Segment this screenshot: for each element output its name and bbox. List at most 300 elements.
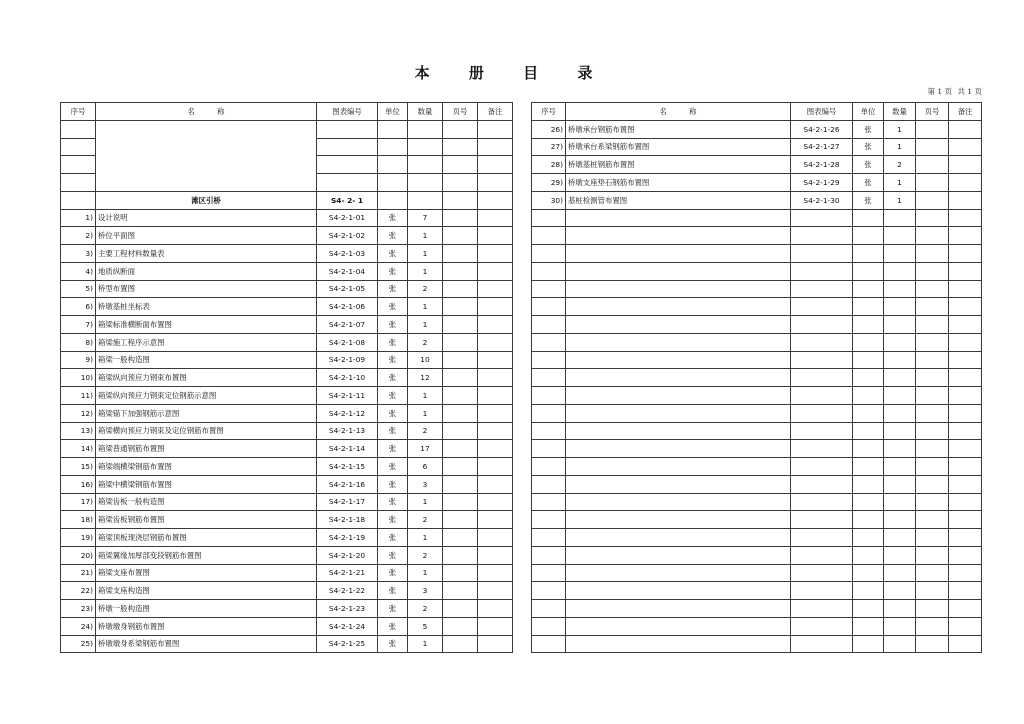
table-row bbox=[61, 564, 513, 582]
cell-name bbox=[566, 511, 791, 529]
empty-row bbox=[532, 529, 982, 547]
cell-unit bbox=[853, 493, 884, 511]
cell-name bbox=[566, 333, 791, 351]
cell-qty bbox=[884, 582, 916, 600]
cell-code bbox=[791, 529, 853, 547]
cell-page bbox=[916, 475, 949, 493]
table-row bbox=[61, 298, 513, 316]
cell-code: S4-2-1-23 bbox=[317, 600, 378, 618]
table-row bbox=[61, 493, 513, 511]
section-name: 滩区引桥 bbox=[96, 191, 317, 209]
cell-code: S4-2-1-11 bbox=[317, 387, 378, 405]
cell-unit bbox=[853, 316, 884, 334]
cell-name: 箱梁横向预应力钢束及定位钢筋布置图 bbox=[96, 422, 317, 440]
cell-qty: 3 bbox=[408, 582, 443, 600]
cell-qty bbox=[884, 369, 916, 387]
cell-note bbox=[478, 209, 513, 227]
cell-name bbox=[566, 635, 791, 653]
cell-seq: 24) bbox=[61, 617, 96, 635]
cell-seq: 30) bbox=[532, 191, 566, 209]
cell-code bbox=[791, 635, 853, 653]
empty-row bbox=[532, 369, 982, 387]
cell-name bbox=[566, 422, 791, 440]
cell-name bbox=[566, 529, 791, 547]
cell-unit bbox=[853, 209, 884, 227]
cell-page bbox=[916, 227, 949, 245]
cell-page bbox=[443, 245, 478, 263]
cell-name bbox=[566, 245, 791, 263]
cell-note bbox=[478, 369, 513, 387]
cell-unit: 张 bbox=[378, 369, 408, 387]
empty-row bbox=[532, 280, 982, 298]
cell-code: S4-2-1-07 bbox=[317, 316, 378, 334]
cell-unit: 张 bbox=[378, 387, 408, 405]
table-row bbox=[61, 475, 513, 493]
empty-row bbox=[532, 458, 982, 476]
table-row bbox=[61, 387, 513, 405]
cell-name: 箱梁普通钢筋布置图 bbox=[96, 440, 317, 458]
cell-note bbox=[949, 262, 982, 280]
cell-code: S4-2-1-12 bbox=[317, 404, 378, 422]
cell-note bbox=[478, 333, 513, 351]
cell-page bbox=[916, 493, 949, 511]
cell-note bbox=[949, 245, 982, 263]
cell-code: S4-2-1-21 bbox=[317, 564, 378, 582]
cell-page bbox=[443, 227, 478, 245]
cell-unit: 张 bbox=[378, 511, 408, 529]
table-row bbox=[61, 316, 513, 334]
empty-row bbox=[532, 440, 982, 458]
cell-name: 箱梁标准横断面布置图 bbox=[96, 316, 317, 334]
cell-unit bbox=[853, 404, 884, 422]
cell-name bbox=[566, 262, 791, 280]
cell-seq bbox=[532, 351, 566, 369]
cell-page bbox=[916, 209, 949, 227]
cell-name: 桥墩承台系梁钢筋布置图 bbox=[566, 138, 791, 156]
table-row bbox=[61, 529, 513, 547]
cell-page bbox=[443, 564, 478, 582]
cell-code bbox=[791, 227, 853, 245]
header-seq: 序号 bbox=[61, 103, 96, 121]
cell-note bbox=[949, 440, 982, 458]
cell-qty: 2 bbox=[408, 422, 443, 440]
table-header-row bbox=[532, 103, 982, 121]
cell-seq bbox=[532, 582, 566, 600]
cell-note bbox=[949, 511, 982, 529]
table-row bbox=[532, 174, 982, 192]
cell-qty bbox=[884, 440, 916, 458]
cell-page bbox=[916, 156, 949, 174]
cell-page bbox=[443, 635, 478, 653]
cell-seq bbox=[532, 529, 566, 547]
cell-page bbox=[443, 422, 478, 440]
cell-code bbox=[791, 280, 853, 298]
cell-name: 地质纵断面 bbox=[96, 262, 317, 280]
cell-qty: 1 bbox=[884, 138, 916, 156]
cell-name bbox=[566, 280, 791, 298]
cell-code: S4-2-1-19 bbox=[317, 529, 378, 547]
cell-seq bbox=[532, 262, 566, 280]
cell-page bbox=[443, 617, 478, 635]
cell-qty bbox=[884, 333, 916, 351]
cell-unit: 张 bbox=[378, 404, 408, 422]
cell-code: S4-2-1-03 bbox=[317, 245, 378, 263]
cell-seq bbox=[532, 387, 566, 405]
cell-seq: 28) bbox=[532, 156, 566, 174]
cell-code bbox=[791, 600, 853, 618]
empty-row bbox=[532, 298, 982, 316]
cell-qty: 2 bbox=[408, 511, 443, 529]
cell-qty: 1 bbox=[408, 635, 443, 653]
cell-page bbox=[916, 298, 949, 316]
cell-code: S4-2-1-18 bbox=[317, 511, 378, 529]
cell-unit: 张 bbox=[378, 245, 408, 263]
cell-unit bbox=[853, 546, 884, 564]
cell-code: S4-2-1-25 bbox=[317, 635, 378, 653]
cell-name: 桥墩基桩坐标表 bbox=[96, 298, 317, 316]
empty-row bbox=[532, 511, 982, 529]
cell-name: 桥墩承台钢筋布置图 bbox=[566, 120, 791, 138]
cell-unit: 张 bbox=[378, 458, 408, 476]
cell-page bbox=[443, 529, 478, 547]
cell-seq bbox=[532, 316, 566, 334]
cell-qty bbox=[884, 493, 916, 511]
cell-qty: 1 bbox=[884, 191, 916, 209]
cell-code bbox=[791, 440, 853, 458]
cell-unit bbox=[853, 298, 884, 316]
cell-qty: 1 bbox=[408, 227, 443, 245]
cell-page bbox=[916, 245, 949, 263]
empty-row bbox=[532, 422, 982, 440]
cell-page bbox=[916, 262, 949, 280]
cell-name bbox=[566, 298, 791, 316]
cell-note bbox=[949, 174, 982, 192]
cell-page bbox=[916, 404, 949, 422]
cell-page bbox=[916, 280, 949, 298]
cell-name: 箱梁顶板现浇层钢筋布置图 bbox=[96, 529, 317, 547]
cell-name: 箱梁齿板一般构造图 bbox=[96, 493, 317, 511]
cell-name bbox=[566, 493, 791, 511]
cell-name: 桥墩基桩钢筋布置图 bbox=[566, 156, 791, 174]
cell-unit bbox=[853, 564, 884, 582]
cell-note bbox=[949, 582, 982, 600]
section-code: S4- 2- 1 bbox=[317, 191, 378, 209]
cell-seq: 15) bbox=[61, 458, 96, 476]
cell-unit bbox=[853, 280, 884, 298]
cell-name bbox=[566, 316, 791, 334]
header-code: 图表编号 bbox=[791, 103, 853, 121]
cell-note bbox=[478, 511, 513, 529]
cell-code bbox=[791, 475, 853, 493]
cell-unit: 张 bbox=[378, 529, 408, 547]
cell-seq bbox=[532, 280, 566, 298]
cell-page bbox=[916, 316, 949, 334]
cell-qty: 6 bbox=[408, 458, 443, 476]
cell-page bbox=[443, 493, 478, 511]
table-row bbox=[61, 351, 513, 369]
cell-page bbox=[916, 138, 949, 156]
blank-row bbox=[61, 138, 513, 156]
cell-unit bbox=[853, 387, 884, 405]
cell-page bbox=[443, 600, 478, 618]
cell-page bbox=[916, 422, 949, 440]
cell-page bbox=[916, 174, 949, 192]
cell-unit bbox=[853, 600, 884, 618]
cell-qty bbox=[884, 600, 916, 618]
cell-unit: 张 bbox=[378, 582, 408, 600]
cell-code: S4-2-1-09 bbox=[317, 351, 378, 369]
cell-qty: 2 bbox=[408, 600, 443, 618]
table-row bbox=[61, 209, 513, 227]
cell-unit bbox=[853, 635, 884, 653]
cell-seq: 27) bbox=[532, 138, 566, 156]
cell-page bbox=[443, 582, 478, 600]
cell-name: 箱梁翼缘加厚部变段钢筋布置图 bbox=[96, 546, 317, 564]
cell-name: 桥墩支座垫石钢筋布置图 bbox=[566, 174, 791, 192]
cell-qty: 1 bbox=[408, 316, 443, 334]
cell-name bbox=[566, 546, 791, 564]
cell-unit: 张 bbox=[378, 475, 408, 493]
empty-row bbox=[532, 475, 982, 493]
cell-unit: 张 bbox=[853, 120, 884, 138]
cell-page bbox=[916, 546, 949, 564]
cell-code bbox=[791, 511, 853, 529]
cell-note bbox=[949, 120, 982, 138]
cell-note bbox=[478, 475, 513, 493]
cell-code bbox=[791, 369, 853, 387]
cell-note bbox=[949, 191, 982, 209]
cell-code bbox=[791, 209, 853, 227]
cell-note bbox=[949, 298, 982, 316]
cell-qty: 1 bbox=[408, 493, 443, 511]
cell-code bbox=[791, 351, 853, 369]
cell-seq: 10) bbox=[61, 369, 96, 387]
cell-name: 桥墩一般构造图 bbox=[96, 600, 317, 618]
cell-unit: 张 bbox=[378, 333, 408, 351]
cell-note bbox=[949, 600, 982, 618]
cell-unit: 张 bbox=[378, 298, 408, 316]
header-page: 页号 bbox=[916, 103, 949, 121]
cell-note bbox=[949, 316, 982, 334]
cell-code bbox=[791, 262, 853, 280]
cell-note bbox=[478, 617, 513, 635]
cell-code bbox=[791, 404, 853, 422]
cell-note bbox=[949, 209, 982, 227]
cell-seq: 22) bbox=[61, 582, 96, 600]
cell-seq: 11) bbox=[61, 387, 96, 405]
cell-note bbox=[949, 333, 982, 351]
cell-seq: 7) bbox=[61, 316, 96, 334]
cell-seq: 20) bbox=[61, 546, 96, 564]
cell-name: 箱梁支座布置图 bbox=[96, 564, 317, 582]
table-row bbox=[61, 582, 513, 600]
cell-note bbox=[478, 262, 513, 280]
cell-qty: 3 bbox=[408, 475, 443, 493]
header-name: 名 称 bbox=[96, 103, 317, 121]
cell-name: 基桩检测管布置图 bbox=[566, 191, 791, 209]
cell-note bbox=[949, 387, 982, 405]
cell-qty bbox=[884, 262, 916, 280]
cell-page bbox=[916, 387, 949, 405]
cell-qty: 2 bbox=[408, 333, 443, 351]
cell-note bbox=[949, 404, 982, 422]
cell-code: S4-2-1-14 bbox=[317, 440, 378, 458]
cell-code bbox=[791, 582, 853, 600]
cell-name: 桥型布置图 bbox=[96, 280, 317, 298]
empty-row bbox=[532, 262, 982, 280]
header-qty: 数量 bbox=[884, 103, 916, 121]
cell-seq bbox=[532, 209, 566, 227]
cell-code bbox=[791, 298, 853, 316]
cell-qty bbox=[884, 475, 916, 493]
cell-page bbox=[916, 582, 949, 600]
cell-page bbox=[443, 280, 478, 298]
cell-seq: 17) bbox=[61, 493, 96, 511]
empty-row bbox=[532, 493, 982, 511]
cell-qty: 1 bbox=[408, 245, 443, 263]
cell-name bbox=[566, 387, 791, 405]
cell-qty: 2 bbox=[884, 156, 916, 174]
cell-name: 设计说明 bbox=[96, 209, 317, 227]
cell-seq: 26) bbox=[532, 120, 566, 138]
page-total: 共 1 页 bbox=[957, 87, 982, 96]
cell-unit bbox=[853, 422, 884, 440]
cell-qty bbox=[884, 422, 916, 440]
cell-name bbox=[566, 351, 791, 369]
cell-qty: 5 bbox=[408, 617, 443, 635]
cell-name bbox=[566, 582, 791, 600]
cell-page bbox=[916, 511, 949, 529]
cell-qty bbox=[884, 316, 916, 334]
cell-page bbox=[916, 440, 949, 458]
page-info bbox=[925, 86, 982, 97]
empty-row bbox=[532, 333, 982, 351]
cell-code: S4-2-1-27 bbox=[791, 138, 853, 156]
cell-unit: 张 bbox=[378, 351, 408, 369]
cell-code: S4-2-1-20 bbox=[317, 546, 378, 564]
cell-seq: 18) bbox=[61, 511, 96, 529]
cell-note bbox=[478, 635, 513, 653]
cell-page bbox=[916, 369, 949, 387]
cell-name: 箱梁端横梁钢筋布置图 bbox=[96, 458, 317, 476]
table-row bbox=[61, 245, 513, 263]
cell-name bbox=[566, 227, 791, 245]
empty-row bbox=[532, 582, 982, 600]
cell-unit bbox=[853, 529, 884, 547]
empty-row bbox=[532, 617, 982, 635]
cell-name bbox=[566, 440, 791, 458]
cell-unit: 张 bbox=[853, 174, 884, 192]
cell-qty bbox=[884, 298, 916, 316]
cell-note bbox=[478, 404, 513, 422]
cell-seq: 4) bbox=[61, 262, 96, 280]
cell-note bbox=[949, 280, 982, 298]
cell-code bbox=[791, 316, 853, 334]
cell-page bbox=[443, 333, 478, 351]
cell-code: S4-2-1-13 bbox=[317, 422, 378, 440]
section-row bbox=[61, 191, 513, 209]
cell-page bbox=[916, 564, 949, 582]
table-row bbox=[61, 546, 513, 564]
blank-row bbox=[61, 120, 513, 138]
cell-seq: 23) bbox=[61, 600, 96, 618]
cell-note bbox=[478, 582, 513, 600]
cell-code: S4-2-1-28 bbox=[791, 156, 853, 174]
cell-qty bbox=[884, 227, 916, 245]
cell-qty: 12 bbox=[408, 369, 443, 387]
cell-page bbox=[443, 262, 478, 280]
cell-page bbox=[916, 617, 949, 635]
cell-unit: 张 bbox=[378, 227, 408, 245]
cell-note bbox=[478, 351, 513, 369]
cell-unit: 张 bbox=[378, 564, 408, 582]
cell-unit: 张 bbox=[853, 138, 884, 156]
cell-page bbox=[443, 511, 478, 529]
table-row bbox=[61, 404, 513, 422]
cell-qty bbox=[884, 617, 916, 635]
cell-qty bbox=[884, 245, 916, 263]
cell-name bbox=[566, 369, 791, 387]
cell-unit bbox=[853, 475, 884, 493]
cell-qty: 1 bbox=[408, 564, 443, 582]
cell-code: S4-2-1-29 bbox=[791, 174, 853, 192]
cell-note bbox=[949, 493, 982, 511]
cell-qty bbox=[884, 458, 916, 476]
cell-seq bbox=[532, 617, 566, 635]
cell-seq: 12) bbox=[61, 404, 96, 422]
cell-unit bbox=[853, 351, 884, 369]
empty-row bbox=[532, 564, 982, 582]
cell-code bbox=[791, 387, 853, 405]
empty-row bbox=[532, 316, 982, 334]
table-row bbox=[61, 227, 513, 245]
cell-note bbox=[478, 316, 513, 334]
table-row bbox=[61, 422, 513, 440]
cell-note bbox=[949, 475, 982, 493]
cell-note bbox=[478, 440, 513, 458]
empty-row bbox=[532, 351, 982, 369]
cell-page bbox=[443, 351, 478, 369]
cell-qty bbox=[884, 529, 916, 547]
cell-code: S4-2-1-05 bbox=[317, 280, 378, 298]
header-note: 备注 bbox=[478, 103, 513, 121]
header-name: 名 称 bbox=[566, 103, 791, 121]
cell-qty bbox=[884, 280, 916, 298]
cell-seq: 1) bbox=[61, 209, 96, 227]
table-row bbox=[61, 511, 513, 529]
cell-unit: 张 bbox=[378, 316, 408, 334]
cell-qty bbox=[884, 564, 916, 582]
cell-code: S4-2-1-26 bbox=[791, 120, 853, 138]
table-row bbox=[61, 369, 513, 387]
cell-unit: 张 bbox=[378, 440, 408, 458]
cell-code: S4-2-1-24 bbox=[317, 617, 378, 635]
cell-unit bbox=[853, 582, 884, 600]
empty-row bbox=[532, 209, 982, 227]
cell-seq: 21) bbox=[61, 564, 96, 582]
catalog-table-right bbox=[531, 102, 982, 653]
cell-name: 桥墩墩身系梁钢筋布置图 bbox=[96, 635, 317, 653]
cell-code: S4-2-1-16 bbox=[317, 475, 378, 493]
table-row bbox=[61, 635, 513, 653]
cell-qty bbox=[884, 209, 916, 227]
cell-note bbox=[478, 564, 513, 582]
cell-unit: 张 bbox=[378, 617, 408, 635]
cell-page bbox=[916, 120, 949, 138]
cell-note bbox=[478, 298, 513, 316]
cell-qty: 1 bbox=[884, 174, 916, 192]
empty-row bbox=[532, 227, 982, 245]
